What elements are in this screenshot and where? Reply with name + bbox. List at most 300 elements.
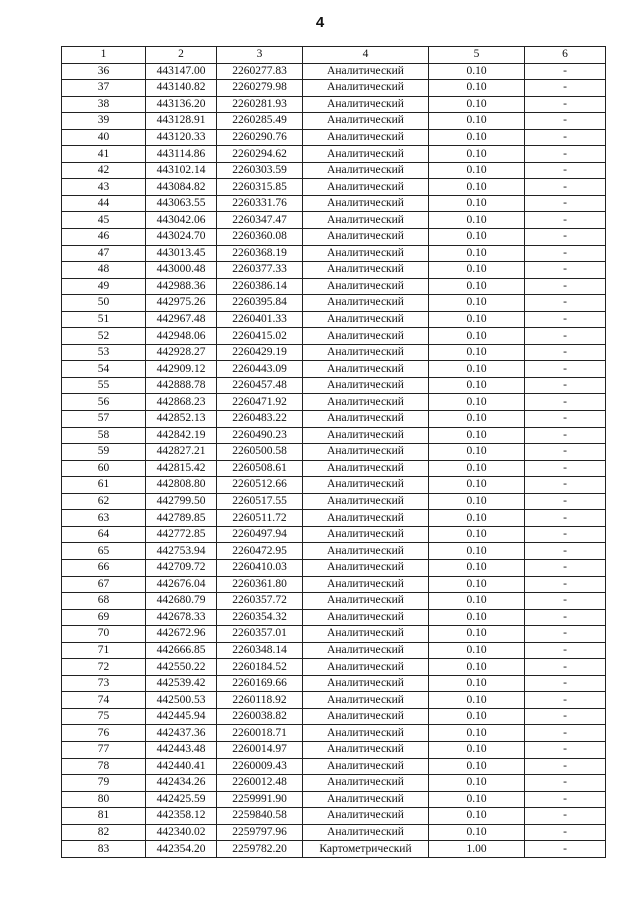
method-cell: Аналитический	[303, 626, 429, 643]
table-row	[62, 741, 606, 758]
method-cell: Аналитический	[303, 692, 429, 709]
accuracy-cell: 0.10	[429, 377, 525, 394]
y-coordinate-cell: 2260360.08	[217, 229, 303, 246]
note-cell: -	[525, 245, 606, 262]
point-number-cell: 55	[62, 377, 146, 394]
y-coordinate-cell: 2260361.80	[217, 576, 303, 593]
method-cell: Аналитический	[303, 791, 429, 808]
point-number-cell: 57	[62, 411, 146, 428]
y-coordinate-cell: 2260018.71	[217, 725, 303, 742]
point-number-cell: 59	[62, 444, 146, 461]
method-cell: Аналитический	[303, 63, 429, 80]
point-number-cell: 83	[62, 841, 146, 858]
point-number-cell: 60	[62, 460, 146, 477]
x-coordinate-cell: 442988.36	[146, 278, 217, 295]
point-number-cell: 49	[62, 278, 146, 295]
note-cell: -	[525, 444, 606, 461]
x-coordinate-cell: 442445.94	[146, 708, 217, 725]
note-cell: -	[525, 692, 606, 709]
note-cell: -	[525, 659, 606, 676]
x-coordinate-cell: 443013.45	[146, 245, 217, 262]
method-cell: Аналитический	[303, 659, 429, 676]
note-cell: -	[525, 758, 606, 775]
x-coordinate-cell: 443128.91	[146, 113, 217, 130]
note-cell: -	[525, 609, 606, 626]
note-cell: -	[525, 593, 606, 610]
accuracy-cell: 0.10	[429, 543, 525, 560]
point-number-cell: 45	[62, 212, 146, 229]
table-row	[62, 493, 606, 510]
table-row	[62, 212, 606, 229]
note-cell: -	[525, 576, 606, 593]
accuracy-cell: 0.10	[429, 526, 525, 543]
y-coordinate-cell: 2259797.96	[217, 824, 303, 841]
accuracy-cell: 0.10	[429, 113, 525, 130]
table-row	[62, 427, 606, 444]
y-coordinate-cell: 2260354.32	[217, 609, 303, 626]
point-number-cell: 40	[62, 129, 146, 146]
accuracy-cell: 0.10	[429, 295, 525, 312]
table-row	[62, 510, 606, 527]
note-cell: -	[525, 543, 606, 560]
table-row	[62, 394, 606, 411]
x-coordinate-cell: 442852.13	[146, 411, 217, 428]
method-cell: Аналитический	[303, 411, 429, 428]
y-coordinate-cell: 2260490.23	[217, 427, 303, 444]
method-cell: Аналитический	[303, 477, 429, 494]
x-coordinate-cell: 443063.55	[146, 195, 217, 212]
note-cell: -	[525, 725, 606, 742]
point-number-cell: 70	[62, 626, 146, 643]
method-cell: Аналитический	[303, 179, 429, 196]
y-coordinate-cell: 2260277.83	[217, 63, 303, 80]
x-coordinate-cell: 442443.48	[146, 741, 217, 758]
point-number-cell: 46	[62, 229, 146, 246]
point-number-cell: 78	[62, 758, 146, 775]
table-row	[62, 361, 606, 378]
x-coordinate-cell: 442928.27	[146, 344, 217, 361]
coordinates-table	[61, 46, 606, 858]
method-cell: Аналитический	[303, 543, 429, 560]
point-number-cell: 82	[62, 824, 146, 841]
y-coordinate-cell: 2260009.43	[217, 758, 303, 775]
x-coordinate-cell: 443084.82	[146, 179, 217, 196]
table-row	[62, 543, 606, 560]
accuracy-cell: 0.10	[429, 642, 525, 659]
accuracy-cell: 0.10	[429, 460, 525, 477]
method-cell: Аналитический	[303, 80, 429, 97]
note-cell: -	[525, 493, 606, 510]
x-coordinate-cell: 442358.12	[146, 808, 217, 825]
x-coordinate-cell: 442539.42	[146, 675, 217, 692]
y-coordinate-cell: 2260290.76	[217, 129, 303, 146]
point-number-cell: 37	[62, 80, 146, 97]
table-row	[62, 344, 606, 361]
header-cell: 3	[217, 47, 303, 64]
accuracy-cell: 0.10	[429, 444, 525, 461]
table-row	[62, 708, 606, 725]
x-coordinate-cell: 443102.14	[146, 162, 217, 179]
table-row	[62, 295, 606, 312]
accuracy-cell: 0.10	[429, 741, 525, 758]
y-coordinate-cell: 2260429.19	[217, 344, 303, 361]
accuracy-cell: 0.10	[429, 179, 525, 196]
point-number-cell: 62	[62, 493, 146, 510]
y-coordinate-cell: 2260281.93	[217, 96, 303, 113]
y-coordinate-cell: 2260347.47	[217, 212, 303, 229]
y-coordinate-cell: 2260184.52	[217, 659, 303, 676]
note-cell: -	[525, 377, 606, 394]
x-coordinate-cell: 442909.12	[146, 361, 217, 378]
page-number: 4	[315, 14, 325, 31]
note-cell: -	[525, 146, 606, 163]
accuracy-cell: 0.10	[429, 775, 525, 792]
point-number-cell: 68	[62, 593, 146, 610]
method-cell: Аналитический	[303, 245, 429, 262]
table-row	[62, 824, 606, 841]
table-row	[62, 775, 606, 792]
y-coordinate-cell: 2260294.62	[217, 146, 303, 163]
table-row	[62, 808, 606, 825]
accuracy-cell: 0.10	[429, 96, 525, 113]
x-coordinate-cell: 442425.59	[146, 791, 217, 808]
header-cell: 6	[525, 47, 606, 64]
accuracy-cell: 0.10	[429, 427, 525, 444]
x-coordinate-cell: 443000.48	[146, 262, 217, 279]
note-cell: -	[525, 427, 606, 444]
table-row	[62, 791, 606, 808]
x-coordinate-cell: 442354.20	[146, 841, 217, 858]
point-number-cell: 39	[62, 113, 146, 130]
accuracy-cell: 0.10	[429, 758, 525, 775]
method-cell: Аналитический	[303, 328, 429, 345]
x-coordinate-cell: 443147.00	[146, 63, 217, 80]
y-coordinate-cell: 2260331.76	[217, 195, 303, 212]
x-coordinate-cell: 442842.19	[146, 427, 217, 444]
x-coordinate-cell: 442868.23	[146, 394, 217, 411]
x-coordinate-cell: 442827.21	[146, 444, 217, 461]
method-cell: Картометрический	[303, 841, 429, 858]
y-coordinate-cell: 2259840.58	[217, 808, 303, 825]
accuracy-cell: 0.10	[429, 609, 525, 626]
accuracy-cell: 0.10	[429, 692, 525, 709]
y-coordinate-cell: 2260483.22	[217, 411, 303, 428]
method-cell: Аналитический	[303, 460, 429, 477]
table-row	[62, 725, 606, 742]
method-cell: Аналитический	[303, 96, 429, 113]
y-coordinate-cell: 2260517.55	[217, 493, 303, 510]
accuracy-cell: 0.10	[429, 593, 525, 610]
method-cell: Аналитический	[303, 675, 429, 692]
method-cell: Аналитический	[303, 824, 429, 841]
note-cell: -	[525, 824, 606, 841]
point-number-cell: 36	[62, 63, 146, 80]
y-coordinate-cell: 2260014.97	[217, 741, 303, 758]
note-cell: -	[525, 526, 606, 543]
method-cell: Аналитический	[303, 262, 429, 279]
y-coordinate-cell: 2260395.84	[217, 295, 303, 312]
method-cell: Аналитический	[303, 741, 429, 758]
accuracy-cell: 0.10	[429, 245, 525, 262]
y-coordinate-cell: 2260285.49	[217, 113, 303, 130]
table-row	[62, 80, 606, 97]
table-row	[62, 642, 606, 659]
accuracy-cell: 0.10	[429, 63, 525, 80]
table-row	[62, 162, 606, 179]
point-number-cell: 73	[62, 675, 146, 692]
point-number-cell: 54	[62, 361, 146, 378]
accuracy-cell: 0.10	[429, 311, 525, 328]
accuracy-cell: 0.10	[429, 708, 525, 725]
y-coordinate-cell: 2260279.98	[217, 80, 303, 97]
accuracy-cell: 1.00	[429, 841, 525, 858]
x-coordinate-cell: 442680.79	[146, 593, 217, 610]
method-cell: Аналитический	[303, 775, 429, 792]
note-cell: -	[525, 411, 606, 428]
method-cell: Аналитический	[303, 229, 429, 246]
y-coordinate-cell: 2259782.20	[217, 841, 303, 858]
x-coordinate-cell: 442789.85	[146, 510, 217, 527]
method-cell: Аналитический	[303, 377, 429, 394]
table-row	[62, 328, 606, 345]
y-coordinate-cell: 2260348.14	[217, 642, 303, 659]
y-coordinate-cell: 2260415.02	[217, 328, 303, 345]
table-row	[62, 63, 606, 80]
x-coordinate-cell: 442500.53	[146, 692, 217, 709]
note-cell: -	[525, 278, 606, 295]
x-coordinate-cell: 443120.33	[146, 129, 217, 146]
note-cell: -	[525, 229, 606, 246]
header-cell: 2	[146, 47, 217, 64]
point-number-cell: 63	[62, 510, 146, 527]
note-cell: -	[525, 195, 606, 212]
method-cell: Аналитический	[303, 609, 429, 626]
method-cell: Аналитический	[303, 212, 429, 229]
table-row	[62, 609, 606, 626]
note-cell: -	[525, 179, 606, 196]
point-number-cell: 75	[62, 708, 146, 725]
note-cell: -	[525, 675, 606, 692]
method-cell: Аналитический	[303, 162, 429, 179]
y-coordinate-cell: 2260500.58	[217, 444, 303, 461]
method-cell: Аналитический	[303, 642, 429, 659]
note-cell: -	[525, 510, 606, 527]
y-coordinate-cell: 2260357.01	[217, 626, 303, 643]
y-coordinate-cell: 2260169.66	[217, 675, 303, 692]
table-row	[62, 278, 606, 295]
point-number-cell: 44	[62, 195, 146, 212]
method-cell: Аналитический	[303, 808, 429, 825]
point-number-cell: 67	[62, 576, 146, 593]
table-row	[62, 460, 606, 477]
accuracy-cell: 0.10	[429, 212, 525, 229]
x-coordinate-cell: 442967.48	[146, 311, 217, 328]
table-row	[62, 113, 606, 130]
y-coordinate-cell: 2260357.72	[217, 593, 303, 610]
header-cell: 5	[429, 47, 525, 64]
x-coordinate-cell: 443136.20	[146, 96, 217, 113]
table-row	[62, 526, 606, 543]
note-cell: -	[525, 295, 606, 312]
accuracy-cell: 0.10	[429, 477, 525, 494]
y-coordinate-cell: 2259991.90	[217, 791, 303, 808]
method-cell: Аналитический	[303, 576, 429, 593]
table-row	[62, 692, 606, 709]
note-cell: -	[525, 791, 606, 808]
x-coordinate-cell: 443140.82	[146, 80, 217, 97]
x-coordinate-cell: 442799.50	[146, 493, 217, 510]
x-coordinate-cell: 442672.96	[146, 626, 217, 643]
point-number-cell: 51	[62, 311, 146, 328]
table-row	[62, 559, 606, 576]
point-number-cell: 79	[62, 775, 146, 792]
method-cell: Аналитический	[303, 195, 429, 212]
point-number-cell: 66	[62, 559, 146, 576]
note-cell: -	[525, 212, 606, 229]
table-body	[62, 63, 606, 857]
note-cell: -	[525, 262, 606, 279]
accuracy-cell: 0.10	[429, 510, 525, 527]
table-row	[62, 411, 606, 428]
x-coordinate-cell: 442815.42	[146, 460, 217, 477]
point-number-cell: 38	[62, 96, 146, 113]
accuracy-cell: 0.10	[429, 361, 525, 378]
header-cell: 4	[303, 47, 429, 64]
accuracy-cell: 0.10	[429, 725, 525, 742]
accuracy-cell: 0.10	[429, 808, 525, 825]
method-cell: Аналитический	[303, 559, 429, 576]
note-cell: -	[525, 841, 606, 858]
method-cell: Аналитический	[303, 708, 429, 725]
point-number-cell: 64	[62, 526, 146, 543]
table-row	[62, 229, 606, 246]
method-cell: Аналитический	[303, 113, 429, 130]
table-row	[62, 245, 606, 262]
y-coordinate-cell: 2260118.92	[217, 692, 303, 709]
point-number-cell: 81	[62, 808, 146, 825]
note-cell: -	[525, 808, 606, 825]
accuracy-cell: 0.10	[429, 195, 525, 212]
table-row	[62, 444, 606, 461]
table-row	[62, 377, 606, 394]
accuracy-cell: 0.10	[429, 659, 525, 676]
method-cell: Аналитический	[303, 278, 429, 295]
note-cell: -	[525, 80, 606, 97]
accuracy-cell: 0.10	[429, 824, 525, 841]
method-cell: Аналитический	[303, 146, 429, 163]
method-cell: Аналитический	[303, 311, 429, 328]
y-coordinate-cell: 2260512.66	[217, 477, 303, 494]
method-cell: Аналитический	[303, 758, 429, 775]
table-row	[62, 659, 606, 676]
note-cell: -	[525, 708, 606, 725]
accuracy-cell: 0.10	[429, 262, 525, 279]
note-cell: -	[525, 96, 606, 113]
y-coordinate-cell: 2260303.59	[217, 162, 303, 179]
accuracy-cell: 0.10	[429, 493, 525, 510]
accuracy-cell: 0.10	[429, 229, 525, 246]
accuracy-cell: 0.10	[429, 129, 525, 146]
method-cell: Аналитический	[303, 510, 429, 527]
accuracy-cell: 0.10	[429, 162, 525, 179]
header-row	[62, 47, 606, 64]
note-cell: -	[525, 113, 606, 130]
y-coordinate-cell: 2260497.94	[217, 526, 303, 543]
note-cell: -	[525, 344, 606, 361]
accuracy-cell: 0.10	[429, 791, 525, 808]
accuracy-cell: 0.10	[429, 146, 525, 163]
note-cell: -	[525, 162, 606, 179]
x-coordinate-cell: 443114.86	[146, 146, 217, 163]
x-coordinate-cell: 442948.06	[146, 328, 217, 345]
note-cell: -	[525, 129, 606, 146]
x-coordinate-cell: 443024.70	[146, 229, 217, 246]
method-cell: Аналитический	[303, 493, 429, 510]
x-coordinate-cell: 442808.80	[146, 477, 217, 494]
y-coordinate-cell: 2260038.82	[217, 708, 303, 725]
accuracy-cell: 0.10	[429, 411, 525, 428]
note-cell: -	[525, 361, 606, 378]
x-coordinate-cell: 442709.72	[146, 559, 217, 576]
method-cell: Аналитический	[303, 344, 429, 361]
method-cell: Аналитический	[303, 593, 429, 610]
point-number-cell: 69	[62, 609, 146, 626]
table-row	[62, 195, 606, 212]
point-number-cell: 42	[62, 162, 146, 179]
table-row	[62, 129, 606, 146]
note-cell: -	[525, 626, 606, 643]
note-cell: -	[525, 311, 606, 328]
x-coordinate-cell: 442975.26	[146, 295, 217, 312]
y-coordinate-cell: 2260457.48	[217, 377, 303, 394]
method-cell: Аналитический	[303, 526, 429, 543]
table-row	[62, 262, 606, 279]
header-cell: 1	[62, 47, 146, 64]
y-coordinate-cell: 2260377.33	[217, 262, 303, 279]
table-row	[62, 593, 606, 610]
x-coordinate-cell: 442340.02	[146, 824, 217, 841]
point-number-cell: 71	[62, 642, 146, 659]
y-coordinate-cell: 2260386.14	[217, 278, 303, 295]
point-number-cell: 74	[62, 692, 146, 709]
method-cell: Аналитический	[303, 394, 429, 411]
accuracy-cell: 0.10	[429, 80, 525, 97]
method-cell: Аналитический	[303, 444, 429, 461]
y-coordinate-cell: 2260508.61	[217, 460, 303, 477]
note-cell: -	[525, 394, 606, 411]
x-coordinate-cell: 442772.85	[146, 526, 217, 543]
point-number-cell: 48	[62, 262, 146, 279]
y-coordinate-cell: 2260368.19	[217, 245, 303, 262]
accuracy-cell: 0.10	[429, 328, 525, 345]
y-coordinate-cell: 2260410.03	[217, 559, 303, 576]
point-number-cell: 61	[62, 477, 146, 494]
y-coordinate-cell: 2260401.33	[217, 311, 303, 328]
accuracy-cell: 0.10	[429, 675, 525, 692]
method-cell: Аналитический	[303, 427, 429, 444]
point-number-cell: 47	[62, 245, 146, 262]
accuracy-cell: 0.10	[429, 626, 525, 643]
x-coordinate-cell: 442676.04	[146, 576, 217, 593]
point-number-cell: 53	[62, 344, 146, 361]
method-cell: Аналитический	[303, 295, 429, 312]
point-number-cell: 56	[62, 394, 146, 411]
method-cell: Аналитический	[303, 361, 429, 378]
accuracy-cell: 0.10	[429, 576, 525, 593]
point-number-cell: 76	[62, 725, 146, 742]
point-number-cell: 80	[62, 791, 146, 808]
x-coordinate-cell: 442550.22	[146, 659, 217, 676]
